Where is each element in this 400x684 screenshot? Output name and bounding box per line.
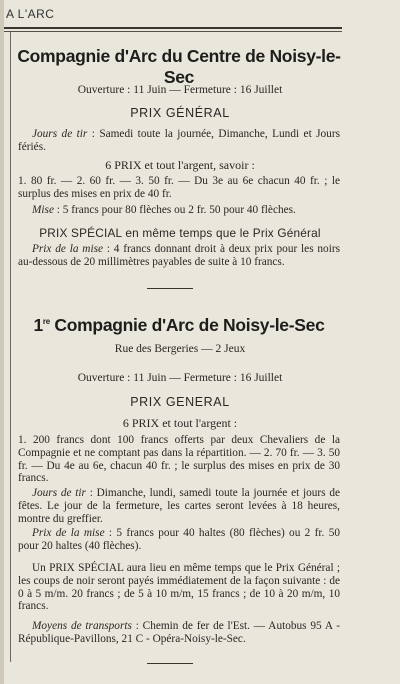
column-rule [10, 32, 11, 662]
club1-prizes: 1. 80 fr. — 2. 60 fr. — 3. 50 fr. — Du 3e au 6e chacun 40 fr. ; le surplus des mises en prix de 40 fr. [18, 175, 340, 200]
club2-transport-label: Moyens de transports [32, 620, 132, 632]
club2-dates: Ouverture : 11 Juin — Fermeture : 16 Juillet [77, 372, 283, 384]
club1-prix-mise [18, 243, 340, 269]
club1-six-prix: 6 PRIX et tout l'argent, savoir : [105, 158, 255, 172]
club2-transport [18, 620, 340, 646]
header-rule [4, 27, 342, 29]
club1-jours-label: Jours de tir [32, 128, 88, 140]
club2-six-prix: 6 PRIX et tout l'argent : [122, 416, 238, 430]
club2-prix-mise-text: : 5 francs pour 40 haltes (80 flèches) ou 2 fr. 50 pour 20 haltes (40 flèches). [18, 527, 340, 552]
club2-prix-special [18, 562, 340, 613]
section-separator [147, 288, 193, 289]
club1-prix-general-heading: PRIX GÉNÉRAL [130, 106, 230, 120]
club2-prix-mise-label: Prix de la mise [32, 527, 105, 539]
club2-prizes: 1. 200 francs dont 100 francs offerts par deux Chevaliers de la Compagnie et ne comptant pas dans la répartition. — 2. 70 fr. — 3. 50 fr. — Du 4e au 6e, chacun 40 fr. ; le surplus des mises en prix de 30 francs. [18, 434, 340, 485]
header-rule-thin [4, 31, 342, 32]
club2-title-text: Compagnie d'Arc de Noisy-le-Sec [49, 315, 325, 335]
club2-prix-mise [18, 527, 340, 553]
club1-prix-special-heading: PRIX SPÉCIAL en même temps que le Prix Général [39, 226, 321, 240]
club2-prix-special-text: Un PRIX SPÉCIAL aura lieu en même temps que le Prix Général ; les coups de noir seront payés immédiatement de la façon suivante : de 0 à 5 m/m. 20 francs ; de 5 à 10 m/m, 15 francs ; de 10 à 20 m/m, 10 francs. [18, 562, 340, 613]
club1-mise-text: : 5 francs pour 80 flèches ou 2 fr. 50 pour 40 flèches. [53, 204, 296, 216]
club1-prix-mise-text: : 4 francs donnant droit à deux prix pour les noirs au-dessous de 20 millimètres payables de suite à 10 francs. [18, 243, 340, 268]
club1-jours-text: : Samedi toute la journée, Dimanche, Lundi et Jours fériés. [18, 128, 340, 153]
club2-jours-label: Jours de tir [32, 487, 86, 499]
club1-mise [18, 204, 340, 217]
club2-prix-general-heading: PRIX GENERAL [130, 395, 230, 409]
club2-jours-de-tir [18, 487, 340, 525]
club2-title [14, 315, 344, 336]
section-header: A L'ARC [6, 7, 55, 21]
club1-title: Compagnie d'Arc du Centre de Noisy-le-Sec [17, 46, 341, 87]
club2-address: Rue des Bergeries — 2 Jeux [114, 343, 246, 355]
page-fold [0, 0, 4, 684]
club2-jours-text: : Dimanche, lundi, samedi toute la journée et jours de fêtes. Le jour de la fermeture, les cartes seront levées à 18 heures, montre du greffier. [18, 487, 341, 525]
club2-transport-text: : Chemin de fer de l'Est. — Autobus 95 A - République-Pavillons, 21 C - Opéra-Noisy-le-Sec. [18, 620, 340, 645]
club2-title-prefix: 1 [33, 315, 43, 335]
bottom-separator [147, 663, 193, 664]
club2-title-sup: re [42, 317, 50, 327]
club1-jours-de-tir [18, 128, 340, 154]
club1-prix-mise-label: Prix de la mise [32, 243, 104, 255]
club1-dates: Ouverture : 11 Juin — Fermeture : 16 Juillet [77, 84, 283, 96]
club1-mise-label: Mise [32, 204, 54, 216]
